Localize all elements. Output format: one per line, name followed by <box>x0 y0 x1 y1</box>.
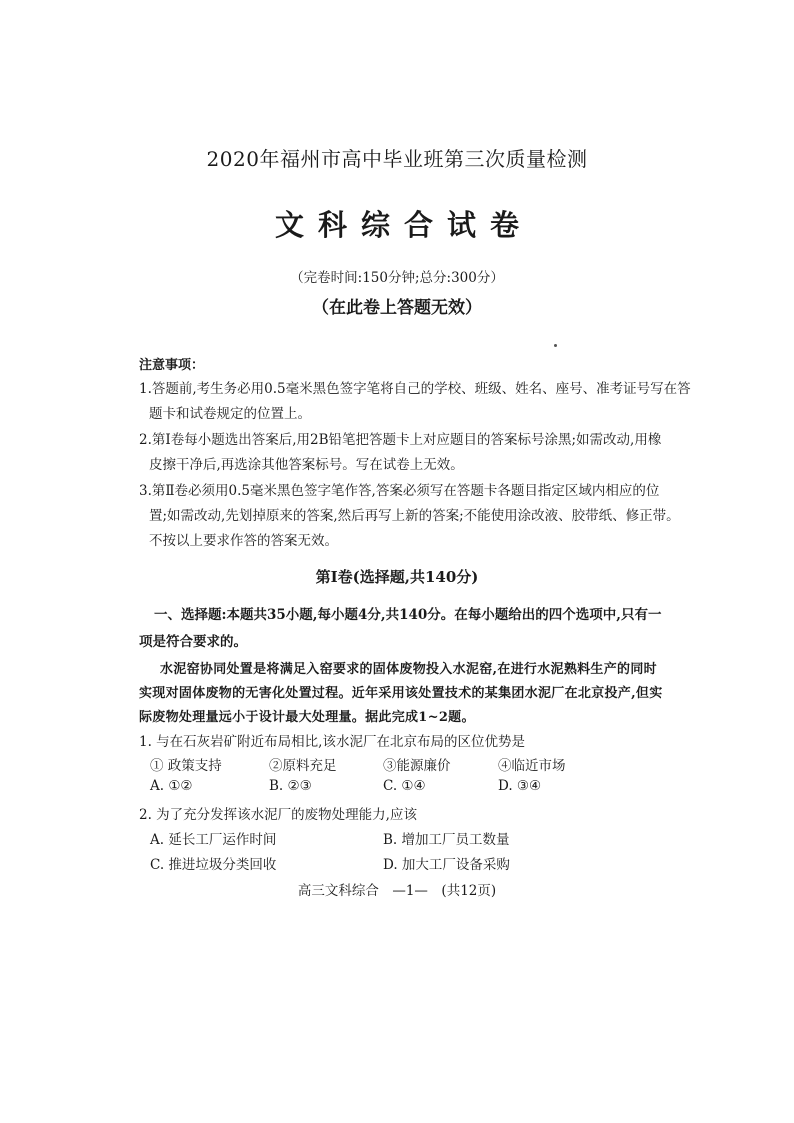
note-item-2: 2.第Ⅰ卷每小题选出答案后,用2B铅笔把答题卡上对应题目的答案标号涂黑;如需改动,用橡 <box>139 432 662 448</box>
q2-option-a: A. 延长工厂运作时间 <box>150 832 277 848</box>
exam-title: 2020年福州市高中毕业班第三次质量检测 <box>206 147 588 171</box>
section-title: 第Ⅰ卷(选择题,共140分) <box>315 568 479 586</box>
time-info: （完卷时间:150分钟;总分:300分） <box>290 270 504 286</box>
q1-item: ① 政策支持 <box>150 758 222 774</box>
passage-line: 水泥窑协同处置是将满足入窑要求的固体废物投入水泥窑,在进行水泥熟料生产的同时 <box>160 662 657 677</box>
q2-option-b: B. 增加工厂员工数量 <box>383 832 510 848</box>
scan-speck <box>554 344 557 347</box>
invalid-note: （在此卷上答题无效） <box>312 298 482 318</box>
q1-item: ④临近市场 <box>498 758 566 774</box>
paper-title: 文科综合试卷 <box>274 208 533 242</box>
section-instruction-cont: 项是符合要求的。 <box>139 634 247 650</box>
passage-line: 实现对固体废物的无害化处置过程。近年采用该处置技术的某集团水泥厂在北京投产,但实 <box>139 686 663 701</box>
note-item-3-cont: 置;如需改动,先划掉原来的答案,然后再写上新的答案;不能使用涂改液、胶带纸、修正带。 <box>149 508 680 524</box>
q1-item: ②原料充足 <box>269 758 337 774</box>
section-instruction: 一、选择题:本题共35小题,每小题4分,共140分。在每小题给出的四个选项中,只有一 <box>154 607 662 623</box>
q1-stem: 1. 与在石灰岩矿附近布局相比,该水泥厂在北京布局的区位优势是 <box>139 734 525 750</box>
q1-option-d: D. ③④ <box>498 778 542 794</box>
page-footer: 高三文科综合 —1— (共12页) <box>297 883 497 899</box>
q1-item: ③能源廉价 <box>383 758 451 774</box>
q2-option-d: D. 加大工厂设备采购 <box>383 857 510 873</box>
passage-line: 际废物处理量远小于设计最大处理量。据此完成1~2题。 <box>139 710 475 725</box>
note-item-1-cont: 题卡和试卷规定的位置上。 <box>149 406 311 422</box>
note-item-2-cont: 皮擦干净后,再选涂其他答案标号。写在试卷上无效。 <box>149 457 464 473</box>
note-item-1: 1.答题前,考生务必用0.5毫米黑色签字笔将自己的学校、班级、姓名、座号、准考证号写在答 <box>139 381 691 397</box>
q2-option-c: C. 推进垃圾分类回收 <box>150 857 277 873</box>
q1-option-c: C. ①④ <box>383 778 426 794</box>
note-item-3: 3.第Ⅱ卷必须用0.5毫米黑色签字笔作答,答案必须写在答题卡各题目指定区域内相应的位 <box>139 483 660 499</box>
notes-heading: 注意事项： <box>139 358 205 373</box>
q2-stem: 2. 为了充分发挥该水泥厂的废物处理能力,应该 <box>139 807 417 823</box>
note-item-3-cont2: 不按以上要求作答的答案无效。 <box>149 533 338 549</box>
q1-option-a: A. ①② <box>150 778 193 794</box>
q1-option-b: B. ②③ <box>269 778 312 794</box>
